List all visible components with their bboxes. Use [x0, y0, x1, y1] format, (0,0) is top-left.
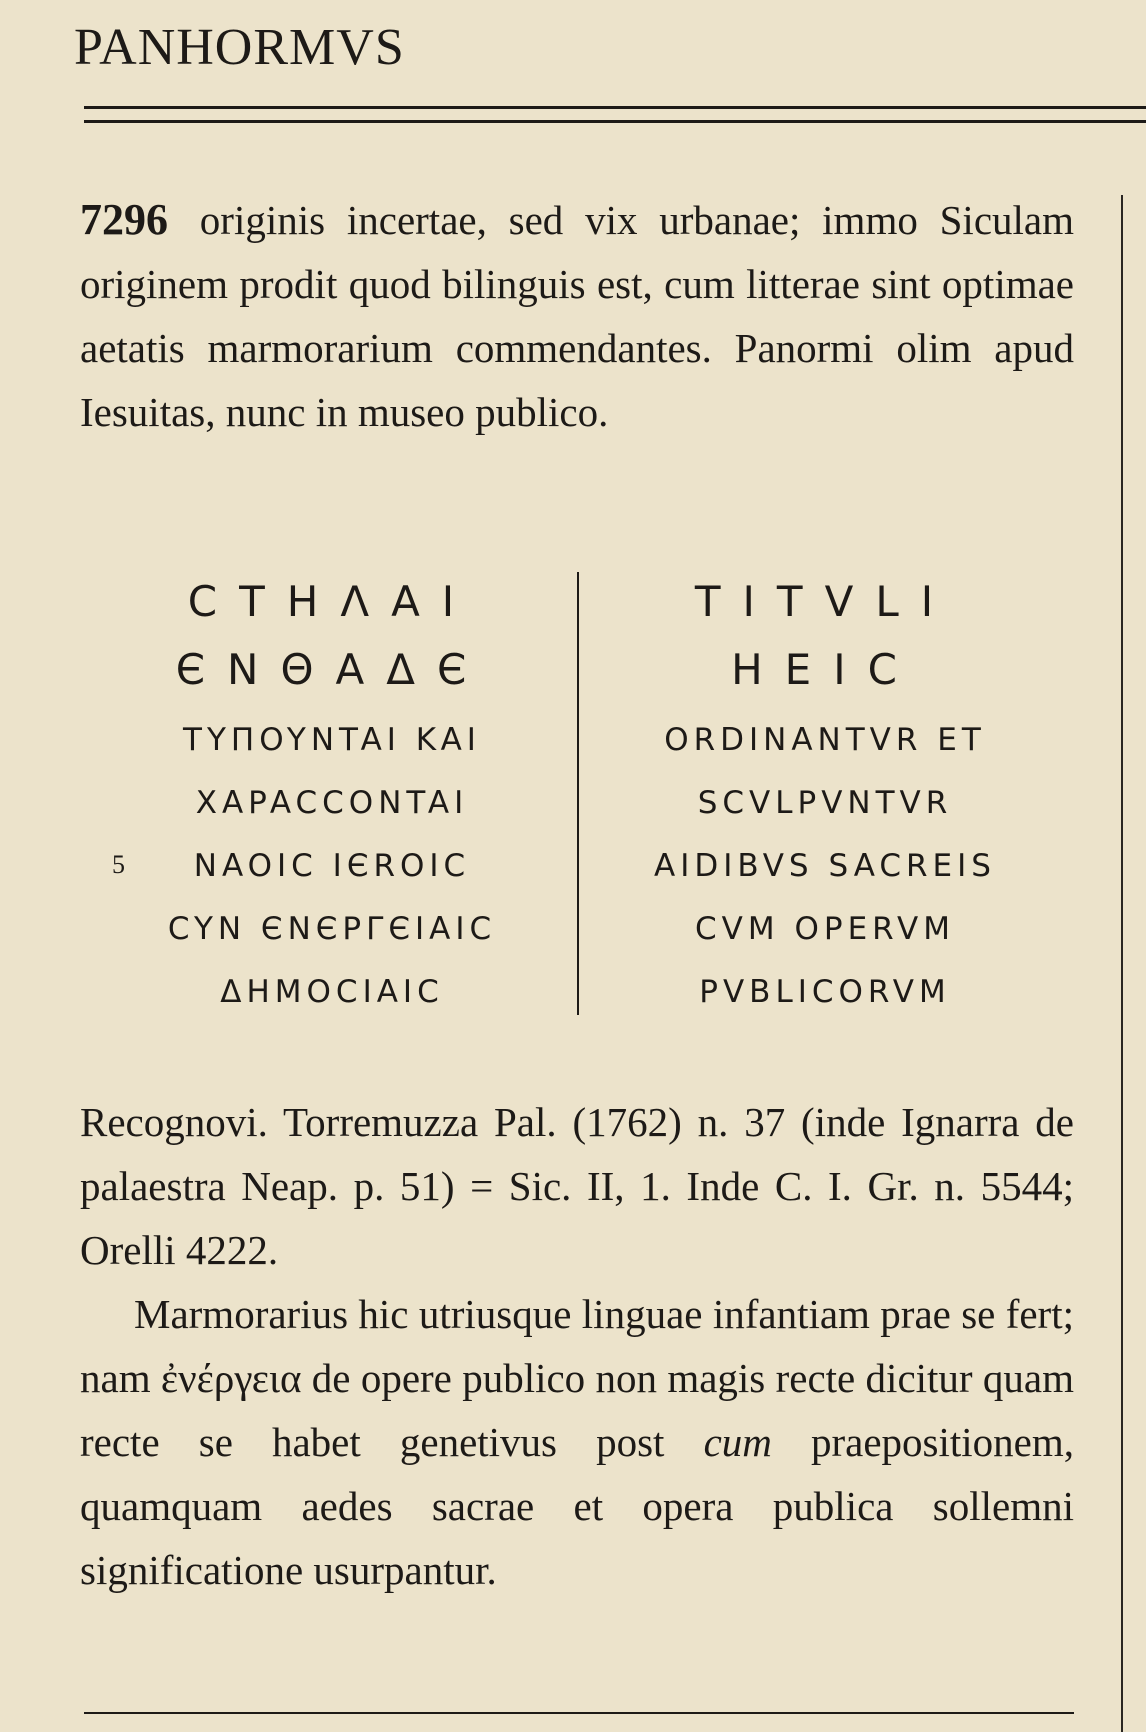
greek-line-1: CTHΛAI [187, 577, 477, 626]
latin-line-1: TITVLI [694, 577, 956, 626]
latin-line-3: ORDINANTVR ET [664, 722, 986, 758]
commentary-text-a: Marmorarius hic utriusque linguae infantiam prae se fert; nam ἐνέργεια de opere publico non magis recte dicitur quam recte se habet genetivus post [80, 1291, 1074, 1465]
latin-line-2: HEIC [731, 645, 919, 694]
lemma-text: originis incertae, sed vix urbanae; immo Siculam originem prodit quod bilinguis est, cum litterae sint optimae aetatis marmorarium commendantes. Panormi olim apud Iesuitas, nunc in museo publico. [80, 197, 1074, 435]
greek-line-7: ΔHMOCIAIC [220, 974, 444, 1010]
lemma [80, 188, 1074, 444]
header-rule-bottom [84, 120, 1146, 123]
greek-line-3: TYΠOYNTAI KAI [183, 722, 481, 758]
commentary-paragraph-1: Recognovi. Torremuzza Pal. (1762) n. 37 (inde Ignarra de palaestra Neap. p. 51) = Sic. II, 1. Inde C. I. Gr. n. 5544; Orelli 4222. [80, 1099, 1074, 1273]
margin-line [1121, 195, 1123, 1732]
latin-line-7: PVBLICORVM [699, 974, 951, 1010]
header-rule-top [84, 106, 1146, 109]
bottom-rule [84, 1712, 1074, 1714]
greek-line-6: CYN ЄNЄPΓЄIAIC [167, 911, 497, 947]
latin-line-5: AIDIBVS SACREIS [654, 848, 996, 884]
commentary [80, 1090, 1074, 1602]
commentary-text-b: praepositionem, quamquam aedes sacrae et opera publica sollemni significatione usurpantur. [80, 1419, 1074, 1593]
latin-line-6: CVM OPERVM [695, 911, 955, 947]
latin-line-4: SCVLPVNTVR [697, 785, 953, 821]
latin-inscription [585, 565, 1065, 1015]
greek-line-2: ЄNΘAΔЄ [175, 645, 489, 694]
line-number: 5 [112, 850, 125, 879]
greek-line-4: XAPACCONTAI [195, 785, 469, 821]
greek-inscription [92, 565, 572, 1015]
commentary-paragraph-2 [80, 1282, 1074, 1602]
running-head: PANHORMVS [74, 19, 405, 76]
entry-number: 7296 [80, 195, 168, 244]
inscription-divider [577, 572, 579, 1015]
greek-line-5: NAOIC IЄROIC [193, 848, 471, 884]
commentary-italic: cum [703, 1419, 772, 1465]
